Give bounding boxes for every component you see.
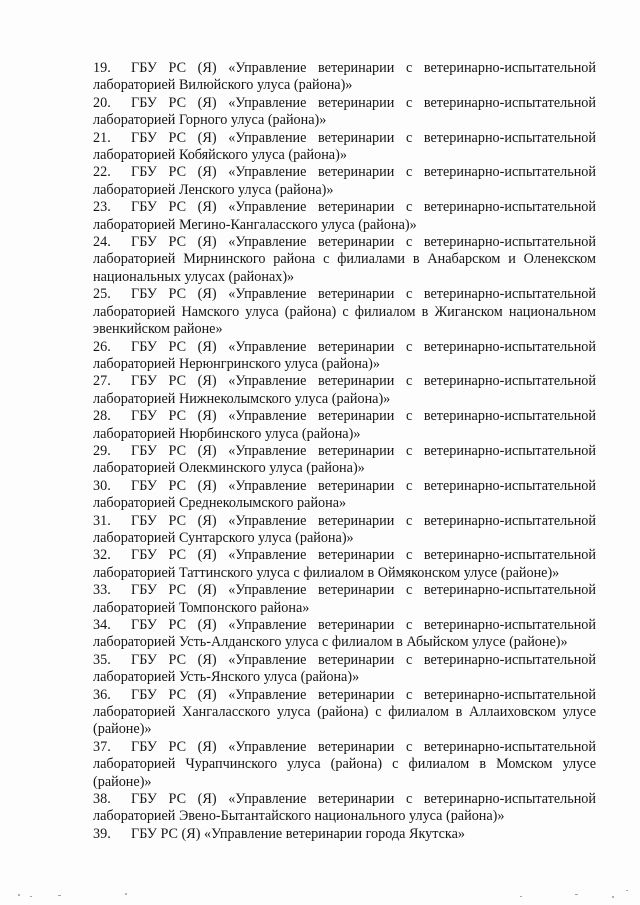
list-item	[93, 791, 596, 826]
list-item-number: 38.	[93, 791, 111, 808]
list-item-text: ГБУ РС (Я) «Управление ветеринарии с ветеринарно-испытательной лабораторией Мегино-Кангаласского улуса (района)»	[93, 199, 596, 233]
list-item-number: 32.	[93, 547, 111, 564]
list-item-text: ГБУ РС (Я) «Управление ветеринарии с ветеринарно-испытательной лабораторией Среднеколымского района»	[93, 477, 596, 512]
list-item-number: 20.	[93, 94, 111, 111]
list-item	[93, 687, 596, 739]
organization-list	[93, 60, 596, 843]
list-item-number: 27.	[93, 373, 111, 390]
list-item	[93, 739, 596, 791]
list-item	[93, 617, 596, 652]
list-item-number: 26.	[93, 338, 111, 355]
list-item-text: ГБУ РС (Я) «Управление ветеринарии с ветеринарно-испытательной лабораторией Хангаласского улуса (района) с филиалом в Аллаиховском улусе (районе)»	[93, 686, 596, 738]
scan-speck	[520, 896, 522, 897]
scan-speck	[575, 894, 578, 895]
list-item-text: ГБУ РС (Я) «Управление ветеринарии с ветеринарно-испытательной лабораторией Усть-Алданского улуса с филиалом в Абыйском улусе (районе)»	[93, 617, 596, 651]
list-item	[93, 339, 596, 374]
list-item	[93, 164, 596, 199]
list-item	[93, 60, 596, 95]
list-item-text: ГБУ РС (Я) «Управление ветеринарии с ветеринарно-испытательной лабораторией Эвено-Бытантайского национального улуса (района)»	[93, 791, 596, 825]
list-item-text: ГБУ РС (Я) «Управление ветеринарии с ветеринарно-испытательной лабораторией Ленского улуса (района)»	[93, 164, 596, 198]
scan-speck	[18, 894, 20, 896]
list-item-number: 24.	[93, 234, 111, 251]
list-item-text: ГБУ РС (Я) «Управление ветеринарии с ветеринарно-испытательной лабораторией Чурапчинского улуса (района) с филиалом в Момском улусе (районе)»	[93, 738, 596, 790]
list-item-text: ГБУ РС (Я) «Управление ветеринарии с ветеринарно-испытательной лабораторией Намского улуса (района) с филиалом в Жиганском национальном эвенкийском районе»	[93, 286, 596, 338]
scan-speck	[58, 895, 61, 896]
list-item	[93, 373, 596, 408]
list-item-number: 33.	[93, 582, 111, 599]
list-item	[93, 513, 596, 548]
list-item-text: ГБУ РС (Я) «Управление ветеринарии с ветеринарно-испытательной лабораторией Сунтарского улуса (района)»	[93, 512, 596, 546]
list-item-text: ГБУ РС (Я) «Управление ветеринарии с ветеринарно-испытательной лабораторией Нюрбинского улуса (района)»	[93, 408, 596, 442]
list-item-text: ГБУ РС (Я) «Управление ветеринарии города Якутска»	[131, 825, 465, 842]
list-item	[93, 199, 596, 234]
list-item-number: 29.	[93, 442, 111, 459]
list-item-number: 30.	[93, 477, 111, 494]
list-item-number: 31.	[93, 512, 111, 529]
scan-speck	[125, 893, 127, 895]
list-item	[93, 582, 596, 617]
list-item-number: 37.	[93, 738, 111, 755]
list-item-number: 34.	[93, 617, 111, 633]
list-item	[93, 652, 596, 687]
scan-speck	[612, 896, 614, 898]
list-item-number: 21.	[93, 129, 111, 146]
list-item-number: 23.	[93, 199, 111, 216]
list-item	[93, 95, 596, 130]
list-item	[93, 443, 596, 478]
list-item-number: 25.	[93, 286, 111, 303]
list-item-text: ГБУ РС (Я) «Управление ветеринарии с ветеринарно-испытательной лабораторией Нижнеколымского улуса (района)»	[93, 373, 596, 407]
list-item	[93, 408, 596, 443]
list-item-text: ГБУ РС (Я) «Управление ветеринарии с ветеринарно-испытательной лабораторией Горного улуса (района)»	[93, 94, 596, 129]
list-item-number: 28.	[93, 408, 111, 425]
list-item-text: ГБУ РС (Я) «Управление ветеринарии с ветеринарно-испытательной лабораторией Мирнинского района с филиалами в Анабарском и Оленекском национальных улусах (районах)»	[93, 234, 596, 285]
list-item-text: ГБУ РС (Я) «Управление ветеринарии с ветеринарно-испытательной лабораторией Вилюйского улуса (района)»	[93, 60, 596, 94]
list-item-text: ГБУ РС (Я) «Управление ветеринарии с ветеринарно-испытательной лабораторией Таттинского улуса с филиалом в Оймяконском улусе (районе)»	[93, 547, 596, 581]
list-item-number: 36.	[93, 686, 111, 703]
list-item-number: 19.	[93, 60, 111, 76]
list-item	[93, 234, 596, 286]
scan-speck	[30, 896, 32, 897]
list-item-text: ГБУ РС (Я) «Управление ветеринарии с ветеринарно-испытательной лабораторией Томпонского района»	[93, 582, 596, 616]
list-item	[93, 130, 596, 165]
list-item-number: 22.	[93, 164, 111, 181]
list-item-text: ГБУ РС (Я) «Управление ветеринарии с ветеринарно-испытательной лабораторией Усть-Янского улуса (района)»	[93, 651, 596, 686]
list-item	[93, 478, 596, 513]
list-item-number: 35.	[93, 651, 111, 668]
scan-speck	[626, 890, 628, 891]
list-item	[93, 286, 596, 338]
list-item	[93, 826, 596, 843]
list-item-text: ГБУ РС (Я) «Управление ветеринарии с ветеринарно-испытательной лабораторией Нерюнгринского улуса (района)»	[93, 338, 596, 372]
list-item	[93, 547, 596, 582]
list-item-text: ГБУ РС (Я) «Управление ветеринарии с ветеринарно-испытательной лабораторией Кобяйского улуса (района)»	[93, 129, 596, 164]
list-item-number: 39.	[93, 825, 111, 842]
list-item-text: ГБУ РС (Я) «Управление ветеринарии с ветеринарно-испытательной лабораторией Олекминского улуса (района)»	[93, 442, 596, 477]
